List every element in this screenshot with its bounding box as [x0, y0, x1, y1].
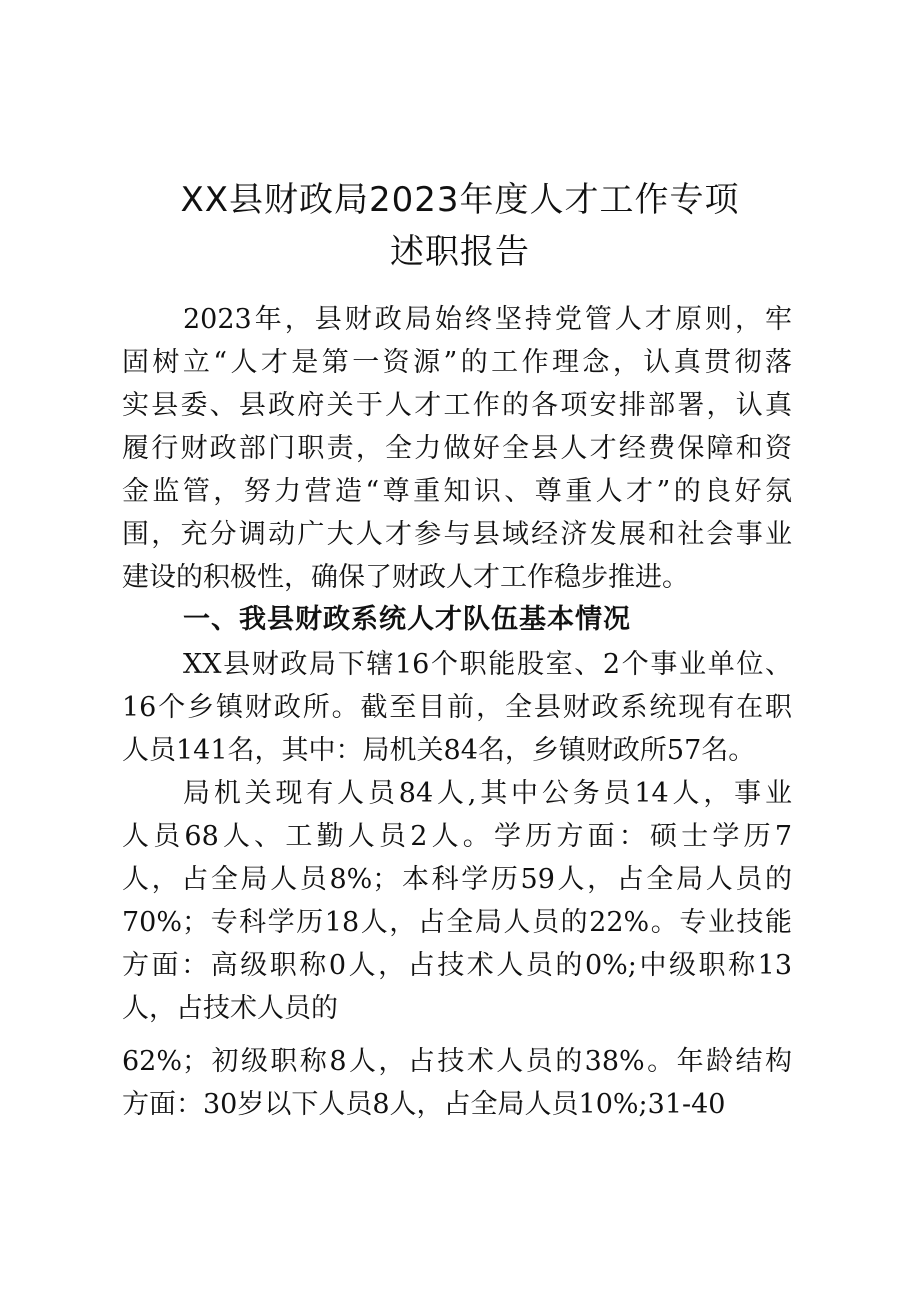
paragraph-2-line: 16个乡镇财政所。截至目前，全县财政系统现有在职 — [122, 692, 792, 723]
paragraph-1-line: 固树立“人才是第一资源”的工作理念，认真贯彻落 — [122, 347, 792, 378]
paragraph-4-line: 方面：30岁以下人员8人，占全局人员10%;31-40 — [122, 1089, 726, 1120]
paragraph-3-line: 局机关现有人员84人,其中公务员14人，事业 — [183, 778, 792, 809]
paragraph-1-line: 实县委、县政府关于人才工作的各项安排部署，认真 — [122, 390, 792, 421]
paragraph-3-line: 方面：高级职称0人，占技术人员的0%;中级职称13 — [122, 950, 792, 981]
paragraph-1-line: 建设的积极性，确保了财政人才工作稳步推进。 — [122, 562, 689, 593]
paragraph-4-line: 62%；初级职称8人，占技术人员的38%。年龄结构 — [122, 1046, 792, 1077]
paragraph-2-line: XX县财政局下辖16个职能股室、2个事业单位、 — [183, 649, 792, 680]
paragraph-1-line: 履行财政部门职责，全力做好全县人才经费保障和资 — [122, 433, 792, 464]
paragraph-3-line: 人，占技术人员的 — [122, 993, 338, 1024]
paragraph-1-line: 金监管，努力营造“尊重知识、尊重人才”的良好氛 — [122, 476, 792, 507]
paragraph-1-line: 2023年，县财政局始终坚持党管人才原则，牢 — [183, 304, 792, 335]
paragraph-3-line: 人员68人、工勤人员2人。学历方面：硕士学历7 — [122, 821, 792, 852]
paragraph-3-line: 人，占全局人员8%；本科学历59人，占全局人员的 — [122, 864, 792, 895]
section-heading-1: 一、我县财政系统人才队伍基本情况 — [183, 604, 631, 635]
document-title-line-2: 述职报告 — [390, 232, 530, 272]
paragraph-1-line: 围，充分调动广大人才参与县域经济发展和社会事业 — [122, 519, 792, 550]
paragraph-3-line: 70%；专科学历18人，占全局人员的22%。专业技能 — [122, 907, 792, 938]
paragraph-2-line: 人员141名，其中：局机关84名，乡镇财政所57名。 — [122, 735, 756, 766]
document-title-line-1: XX县财政局2023年度人才工作专项 — [180, 180, 740, 220]
